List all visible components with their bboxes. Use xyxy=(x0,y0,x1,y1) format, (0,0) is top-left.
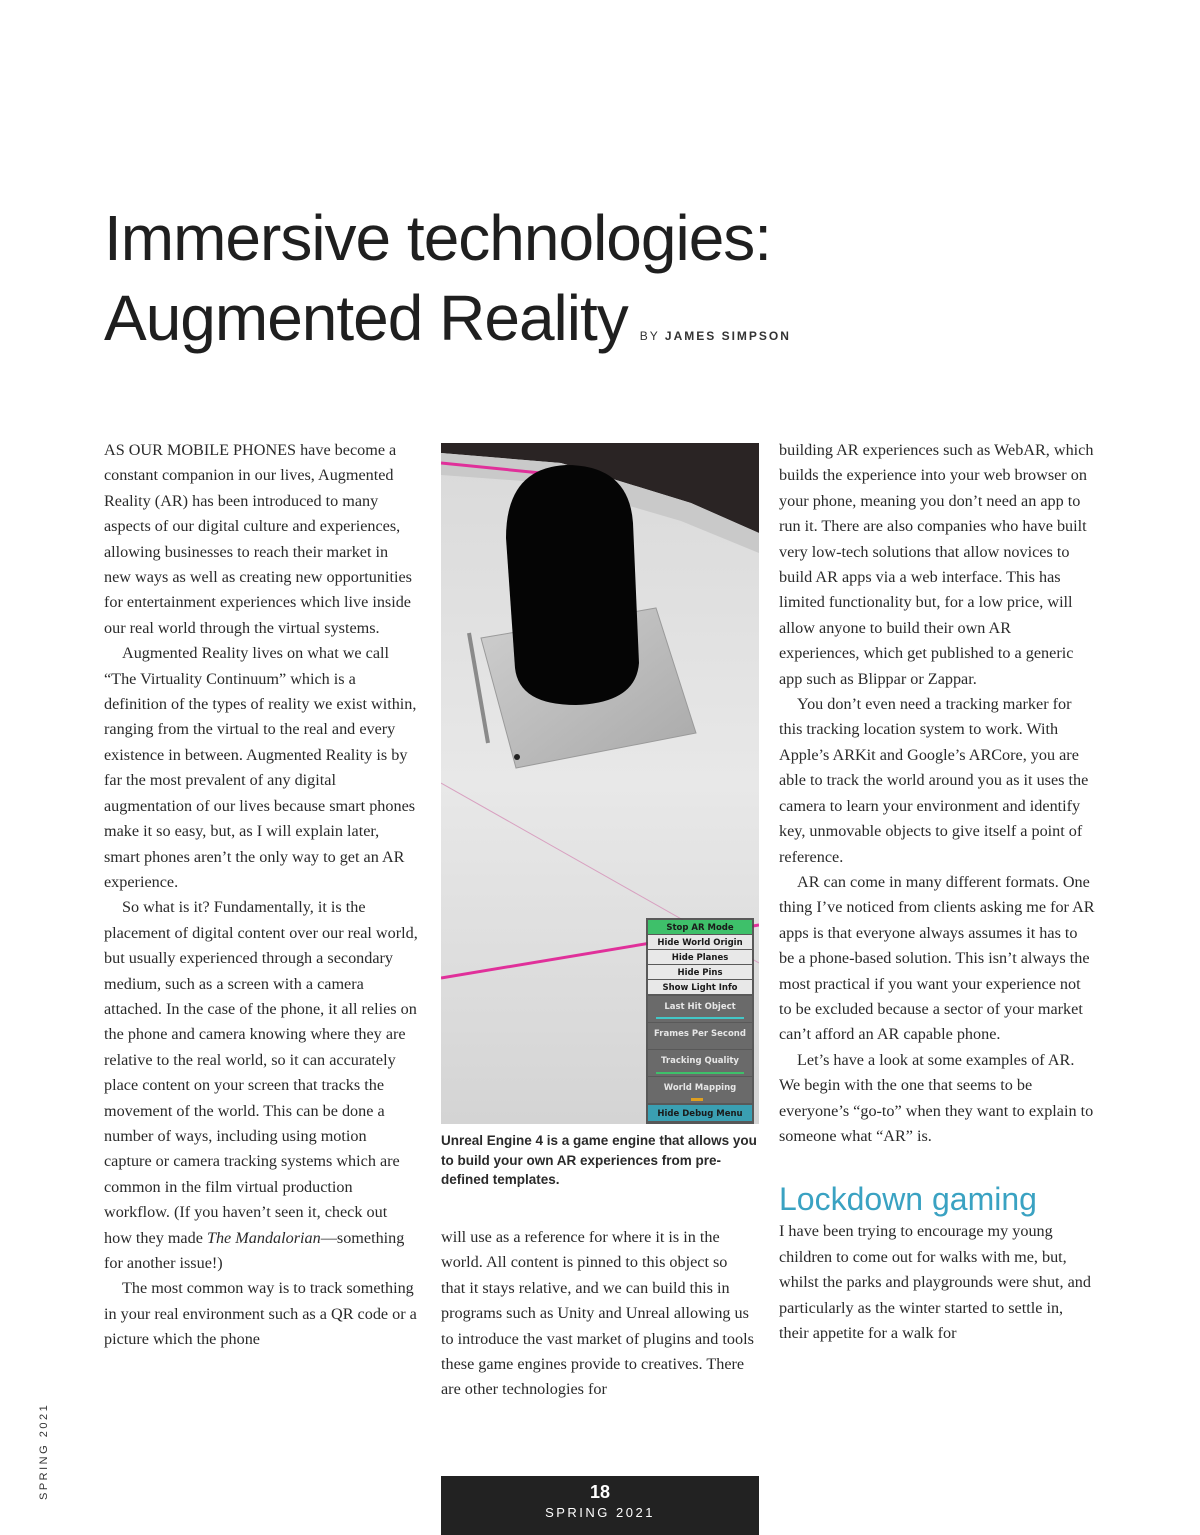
menu-item: Stop AR Mode xyxy=(666,923,734,933)
page-number: 18 xyxy=(589,1482,611,1502)
paragraph-text: So what is it? Fundamentally, it is the placement of digital content over our real world, but usually experienced through a secondary medium, such as a screen with a camera attached. In the case of the phone, it all relies on the phone and camera knowing where they are relative to the real world, so it can accurately place content on your screen that tracks the movement of the world. This can be done a number of ways, including using motion capture or camera tracking systems which are common in the film virtual production workflow. (If you haven’t seen it, check out how they made xyxy=(104,898,418,1247)
article-title xyxy=(104,198,791,376)
title-line-2-text: Augmented Reality xyxy=(104,282,628,354)
paragraph: AR can come in many different formats. One thing I’ve noticed from clients asking me for AR apps is that everyone always assumes it has to be a phone-based solution. This isn’t always the most practical if you want your experience not to be excluded because a sector of your market can’t afford an AR capable phone. xyxy=(779,872,1095,1044)
figure-caption: Unreal Engine 4 is a game engine that allows you to build your own AR experiences from pre-defined templates. xyxy=(441,1133,757,1187)
menu-item: Tracking Quality xyxy=(661,1056,739,1066)
text-column-3 xyxy=(779,438,1095,1346)
menu-item: Hide Planes xyxy=(671,953,729,963)
paragraph: The most common way is to track something in your real environment such as a QR code or a picture which the phone xyxy=(104,1279,417,1349)
byline-author: JAMES SIMPSON xyxy=(664,329,791,343)
paragraph: AS OUR MOBILE PHONES have become a constant companion in our lives, Augmented Reality (AR) has been introduced to many aspects of our digital culture and experiences, allowing businesses to reach their market in new ways as well as creating new opportunities for entertainment experiences which live inside our real world through the virtual systems. xyxy=(104,441,412,637)
paragraph: Let’s have a look at some examples of AR. We begin with the one that seems to be everyone’s “go-to” when they want to explain to someone what “AR” is. xyxy=(779,1050,1094,1145)
menu-item: Hide Pins xyxy=(677,968,723,978)
menu-item: Last Hit Object xyxy=(664,1002,736,1012)
byline xyxy=(640,329,791,343)
text-column-1 xyxy=(104,438,418,1353)
side-issue-label: SPRING 2021 xyxy=(38,1402,50,1500)
menu-item: World Mapping xyxy=(663,1083,737,1093)
page-footer xyxy=(441,1476,759,1535)
italic-title: The Mandalorian xyxy=(206,1228,321,1247)
menu-item: Frames Per Second xyxy=(654,1029,746,1039)
title-line-2 xyxy=(104,278,791,376)
debug-menu xyxy=(646,918,754,1124)
footer-issue: SPRING 2021 xyxy=(545,1505,655,1520)
menu-item: Show Light Info xyxy=(662,983,738,993)
paragraph: You don’t even need a tracking marker for this tracking location system to work. With Apple’s ARKit and Google’s ARCore, you are able to track the world around you as it uses the camera to learn your environment and identify key, unmovable objects to give itself a point of reference. xyxy=(779,695,1089,866)
menu-item: Hide World Origin xyxy=(657,938,743,948)
paragraph: will use as a reference for where it is in the world. All content is pinned to this object so that it stays relative, and we can build this in programs such as Unity and Unreal allowing us to introduce the vast market of plugins and tools these game engines provide to creatives. There are other technologies for xyxy=(441,1228,754,1399)
byline-prefix: BY xyxy=(639,329,660,343)
paragraph: I have been trying to encourage my young children to come out for walks with me, but, whilst the parks and playgrounds were shut, and particularly as the winter started to settle in, their appetite for a walk for xyxy=(779,1222,1091,1342)
black-cylinder xyxy=(506,465,639,705)
section-heading: Lockdown gaming xyxy=(779,1181,1037,1218)
title-line-1: Immersive technologies: xyxy=(104,202,772,274)
paragraph: building AR experiences such as WebAR, which builds the experience into your web browser on your phone, meaning you don’t need an app to run it. There are also companies who have built very low-tech solutions that allow novices to build AR apps via a web interface. This has limited functionality but, for a low price, will allow anyone to build their own AR experiences, which get published to a generic app such as Blippar or Zappar. xyxy=(779,441,1094,688)
text-column-2 xyxy=(441,1225,755,1403)
ar-screenshot-photo xyxy=(441,443,759,1124)
menu-item: Hide Debug Menu xyxy=(657,1109,743,1119)
paragraph: Augmented Reality lives on what we call “The Virtuality Continuum” which is a definition of the types of reality we exist within, ranging from the virtual to the real and every existence in between. Augmented Reality is by far the most prevalent of any digital augmentation of our lives because smart phones make it so easy, but, as I will explain later, smart phones aren’t the only way to get an AR experience. xyxy=(104,644,417,891)
paragraph-text: —something for another issue!) xyxy=(104,1228,405,1272)
paragraph xyxy=(104,895,418,1276)
